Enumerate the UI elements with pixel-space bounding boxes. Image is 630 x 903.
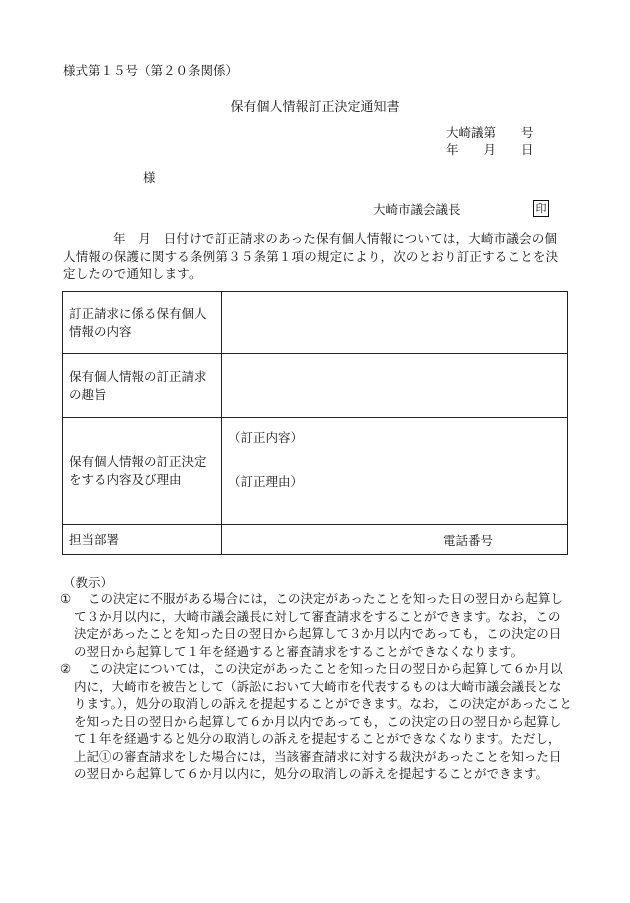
- decision-table: [62, 291, 568, 555]
- form-number: 様式第１５号（第２０条関係）: [63, 63, 239, 78]
- instruction-item: [60, 590, 572, 660]
- item-marker: ①: [60, 591, 72, 606]
- row-label-decision-content: 保有個人情報の訂正決定をする内容及び理由: [63, 418, 222, 525]
- table-row: [63, 292, 568, 354]
- item-text: この決定に不服がある場合には，この決定があったことを知った日の翌日から起算して３か月以内に，大崎市議会議長に対して審査請求をすることができます。なお，この決定があったことを知った日の翌日から起算して３か月以内であっても，この決定の日の翌日から起算して１年を経過すると審査請求をすることができなくなります。: [74, 591, 563, 659]
- seal-mark: 印: [533, 200, 549, 217]
- sender-name: 大崎市議会議長: [373, 202, 461, 217]
- correction-content-label: （訂正内容）: [228, 430, 304, 445]
- table-row: [63, 354, 568, 418]
- row-value-department: [222, 525, 568, 555]
- document-number: 大崎議第 号: [446, 125, 534, 140]
- row-label-department: 担当部署: [63, 525, 222, 555]
- addressee: 様: [143, 170, 156, 185]
- instruction-item: [60, 660, 572, 783]
- row-value-requested-info: [222, 292, 568, 354]
- phone-number-label: 電話番号: [443, 532, 494, 548]
- item-marker: ②: [60, 661, 72, 676]
- item-text: この決定については，この決定があったことを知った日の翌日から起算して６か月以内に，大崎市を被告として（訴訟において大崎市を代表するものは大崎市議会議長となります。），処分の取消しの訴えを提起することができます。なお，この決定があったことを知った日の翌日から起算して６か月以内であっても，この決定の日の翌日から起算して１年を経過すると処分の取消しの訴えを提起することができなくなります。ただし，上記①の審査請求をした場合には，当該審査請求に対する裁決があったことを知った日の翌日から起算して６か月以内に，処分の取消しの訴えを提起することができます。: [74, 661, 572, 781]
- table-row: [63, 525, 568, 555]
- instructions-heading: （教示）: [63, 575, 114, 590]
- document-title: 保有個人情報訂正決定通知書: [230, 100, 400, 115]
- row-label-requested-info: 訂正請求に係る保有個人情報の内容: [63, 292, 222, 354]
- table-row: [63, 418, 568, 525]
- row-value-request-purpose: [222, 354, 568, 418]
- row-value-decision-content: [222, 418, 568, 525]
- row-label-request-purpose: 保有個人情報の訂正請求の趣旨: [63, 354, 222, 418]
- document-date: 年 月 日: [446, 142, 534, 157]
- correction-reason-label: （訂正理由）: [228, 474, 304, 489]
- notification-body: 年 月 日付けで訂正請求のあった保有個人情報については，大崎市議会の個人情報の保護に関する条例第３５条第１項の規定により，次のとおり訂正することを決定したので通知します。: [63, 231, 559, 281]
